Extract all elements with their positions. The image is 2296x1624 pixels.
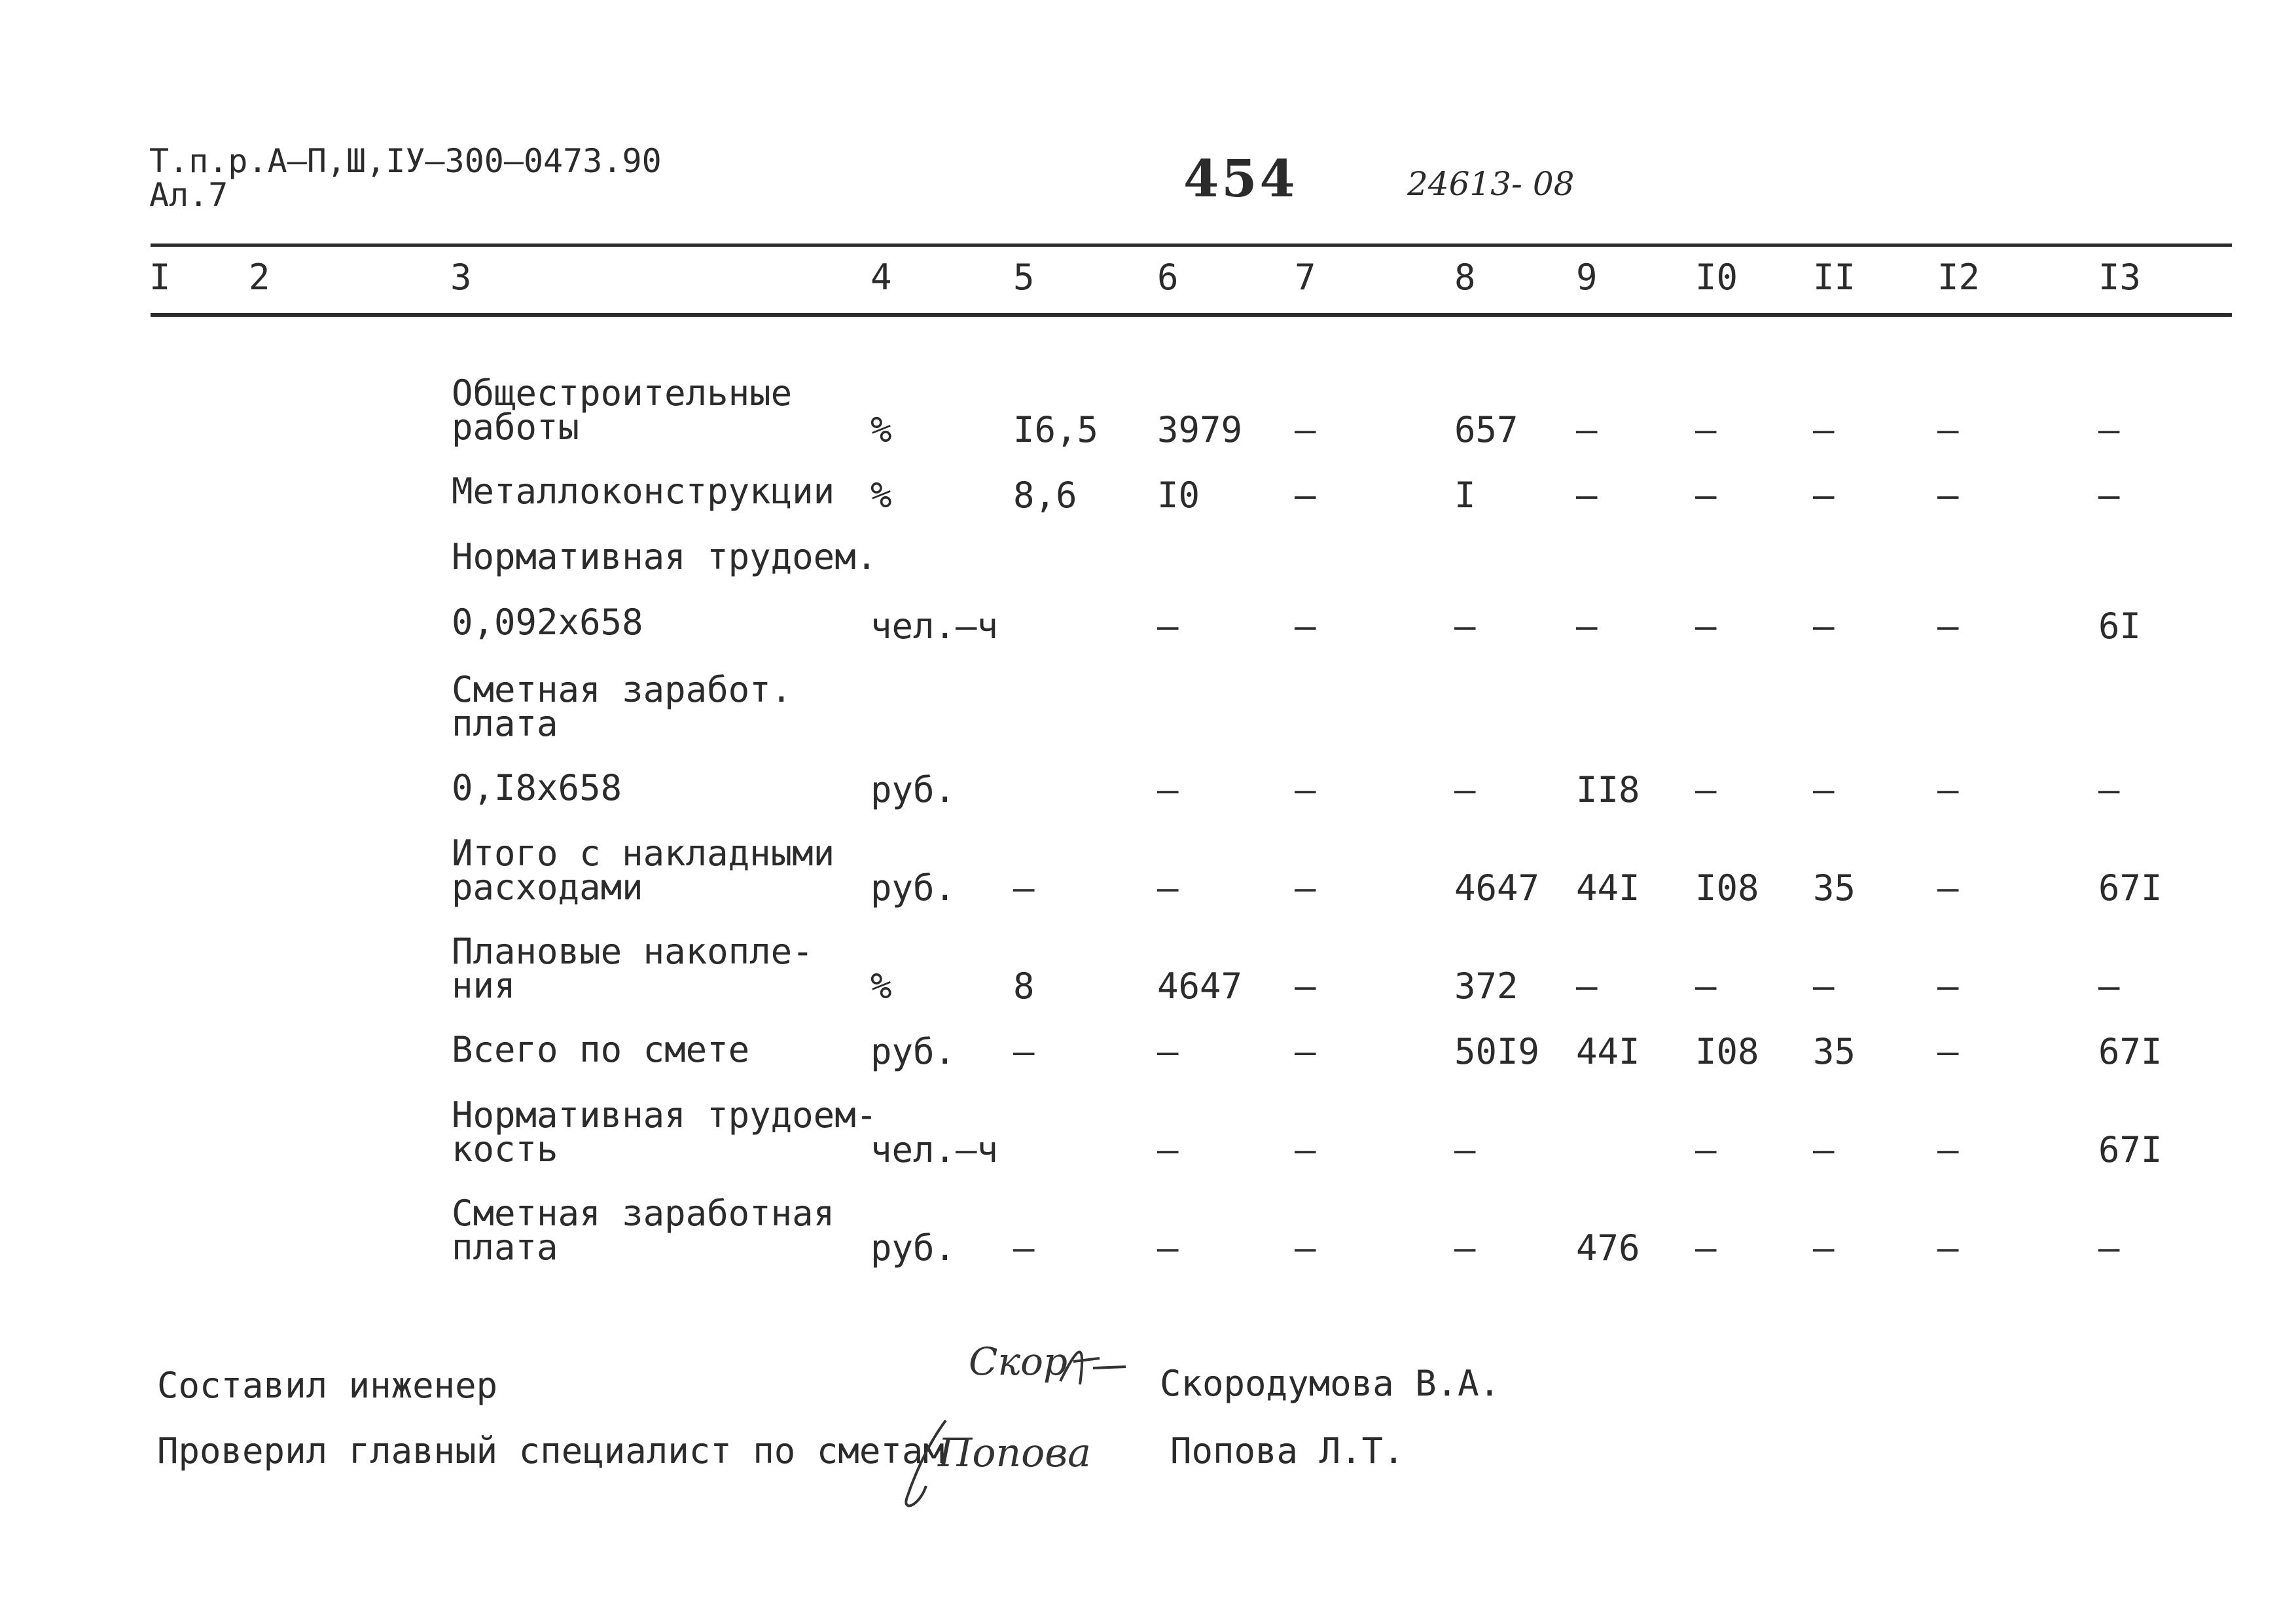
value-cell: 372 <box>1454 965 1518 1007</box>
column-number: 2 <box>249 257 270 298</box>
row-description: Итого с накладными <box>452 833 835 874</box>
value-cell: – <box>1295 1129 1316 1170</box>
column-number: 7 <box>1295 257 1316 298</box>
value-cell: – <box>1295 409 1316 450</box>
row-description: Сметная заработ. <box>452 669 793 710</box>
value-cell: 4647 <box>1157 965 1243 1007</box>
value-cell: – <box>1576 475 1598 516</box>
value-cell: I0 <box>1157 475 1200 516</box>
sheet-number: Ал.7 <box>149 176 228 214</box>
value-cell: – <box>1695 1227 1717 1269</box>
value-cell: – <box>1937 1031 1959 1072</box>
value-cell: – <box>1937 1227 1959 1269</box>
value-cell: – <box>1295 769 1316 810</box>
row-description: Металлоконструкции <box>452 471 835 512</box>
row-description: Сметная заработная <box>452 1193 835 1234</box>
column-number: 5 <box>1013 257 1035 298</box>
value-cell: 6I <box>2098 605 2142 647</box>
checked-by-label: Проверил главный специалист по сметам <box>157 1430 944 1471</box>
value-cell: 476 <box>1576 1227 1640 1269</box>
value-cell: – <box>1295 605 1316 647</box>
value-cell: – <box>1695 1129 1717 1170</box>
value-cell: – <box>1157 1031 1179 1072</box>
value-cell: – <box>1937 867 1959 909</box>
row-description: Общестроительные <box>452 372 793 414</box>
value-cell: – <box>1813 605 1835 647</box>
value-cell: – <box>1813 965 1835 1007</box>
value-cell: – <box>1813 409 1835 450</box>
row-description: ния <box>452 965 516 1006</box>
value-cell: 50I9 <box>1454 1031 1540 1072</box>
value-cell: – <box>1157 867 1179 909</box>
value-cell: – <box>1295 965 1316 1007</box>
value-cell: – <box>1576 605 1598 647</box>
value-cell: – <box>2098 475 2120 516</box>
compiled-by-name: Скородумова В.А. <box>1160 1363 1501 1404</box>
unit-cell: % <box>870 475 892 516</box>
row-description: плата <box>452 1227 558 1268</box>
row-description: кость <box>452 1128 558 1170</box>
value-cell: – <box>1937 605 1959 647</box>
unit-cell: руб. <box>870 1227 956 1269</box>
value-cell: 657 <box>1454 409 1518 450</box>
unit-cell: % <box>870 409 892 450</box>
checked-by-name: Попова Л.Т. <box>1170 1430 1405 1471</box>
column-number: I <box>149 257 171 298</box>
row-description: Нормативная трудоем. <box>452 536 878 577</box>
row-description: работы <box>452 406 580 448</box>
value-cell: 8 <box>1013 965 1035 1007</box>
value-cell: 3979 <box>1157 409 1243 450</box>
value-cell: – <box>1813 1227 1835 1269</box>
row-description: 0,092х658 <box>452 602 643 643</box>
unit-cell: % <box>870 965 892 1007</box>
value-cell: 35 <box>1813 867 1856 909</box>
value-cell: – <box>1013 1227 1035 1269</box>
column-number: II <box>1813 257 1856 298</box>
document-code: Т.п.р.А–П,Ш,IУ–300–0473.90 <box>149 142 662 180</box>
page-number: 454 <box>1183 149 1298 209</box>
specialist-signature <box>900 1407 1136 1512</box>
value-cell: 67I <box>2098 1129 2162 1170</box>
value-cell: – <box>1157 1129 1179 1170</box>
value-cell: 67I <box>2098 1031 2162 1072</box>
unit-cell: чел.–ч <box>870 1129 999 1170</box>
row-description: Плановые накопле- <box>452 931 814 972</box>
value-cell: – <box>1157 769 1179 810</box>
value-cell: – <box>1454 1129 1476 1170</box>
table-top-rule <box>151 244 2232 247</box>
value-cell: I08 <box>1695 1031 1759 1072</box>
value-cell: – <box>1157 1227 1179 1269</box>
value-cell: I6,5 <box>1013 409 1099 450</box>
row-description: Всего по смете <box>452 1029 750 1070</box>
column-number: I0 <box>1695 257 1738 298</box>
svg-text:Скор: Скор <box>969 1339 1068 1384</box>
column-number: 3 <box>450 257 472 298</box>
value-cell: – <box>1937 409 1959 450</box>
value-cell: I08 <box>1695 867 1759 909</box>
row-description: 0,I8х658 <box>452 767 622 808</box>
column-number: 6 <box>1157 257 1179 298</box>
value-cell: 44I <box>1576 867 1640 909</box>
value-cell: 4647 <box>1454 867 1540 909</box>
unit-cell: чел.–ч <box>870 605 999 647</box>
value-cell: – <box>1813 1129 1835 1170</box>
column-number: 4 <box>870 257 892 298</box>
value-cell: – <box>1937 1129 1959 1170</box>
value-cell: – <box>1695 769 1717 810</box>
value-cell: – <box>2098 409 2120 450</box>
compiled-by-label: Составил инженер <box>157 1365 498 1406</box>
column-number: I3 <box>2098 257 2142 298</box>
column-number: I2 <box>1937 257 1981 298</box>
value-cell: – <box>1576 409 1598 450</box>
value-cell: – <box>1813 769 1835 810</box>
value-cell: – <box>1295 1031 1316 1072</box>
value-cell: – <box>1157 605 1179 647</box>
value-cell: – <box>1454 769 1476 810</box>
value-cell: 67I <box>2098 867 2162 909</box>
value-cell: – <box>2098 1227 2120 1269</box>
unit-cell: руб. <box>870 867 956 909</box>
value-cell: – <box>1013 867 1035 909</box>
table-header-rule <box>151 313 2232 317</box>
value-cell: – <box>1295 1227 1316 1269</box>
value-cell: – <box>2098 769 2120 810</box>
value-cell: II8 <box>1576 769 1640 810</box>
value-cell: – <box>1013 1031 1035 1072</box>
row-description: Нормативная трудоем- <box>452 1094 878 1136</box>
svg-text:Попова: Попова <box>938 1430 1091 1476</box>
value-cell: 8,6 <box>1013 475 1077 516</box>
value-cell: – <box>1295 475 1316 516</box>
unit-cell: руб. <box>870 769 956 810</box>
unit-cell: руб. <box>870 1031 956 1072</box>
value-cell: – <box>1695 965 1717 1007</box>
value-cell: – <box>1937 769 1959 810</box>
value-cell: – <box>1576 965 1598 1007</box>
value-cell: – <box>1454 605 1476 647</box>
row-description: плата <box>452 703 558 744</box>
value-cell: 35 <box>1813 1031 1856 1072</box>
value-cell: – <box>2098 965 2120 1007</box>
value-cell: – <box>1454 1227 1476 1269</box>
row-description: расходами <box>452 867 643 908</box>
value-cell: – <box>1695 475 1717 516</box>
column-number: 9 <box>1576 257 1598 298</box>
value-cell: – <box>1813 475 1835 516</box>
value-cell: – <box>1695 409 1717 450</box>
value-cell: – <box>1937 475 1959 516</box>
column-number: 8 <box>1454 257 1476 298</box>
value-cell: I <box>1454 475 1476 516</box>
value-cell: 44I <box>1576 1031 1640 1072</box>
value-cell: – <box>1937 965 1959 1007</box>
archive-number: 24613- 08 <box>1407 165 1575 203</box>
value-cell: – <box>1295 867 1316 909</box>
engineer-signature <box>962 1322 1132 1401</box>
value-cell: – <box>1695 605 1717 647</box>
